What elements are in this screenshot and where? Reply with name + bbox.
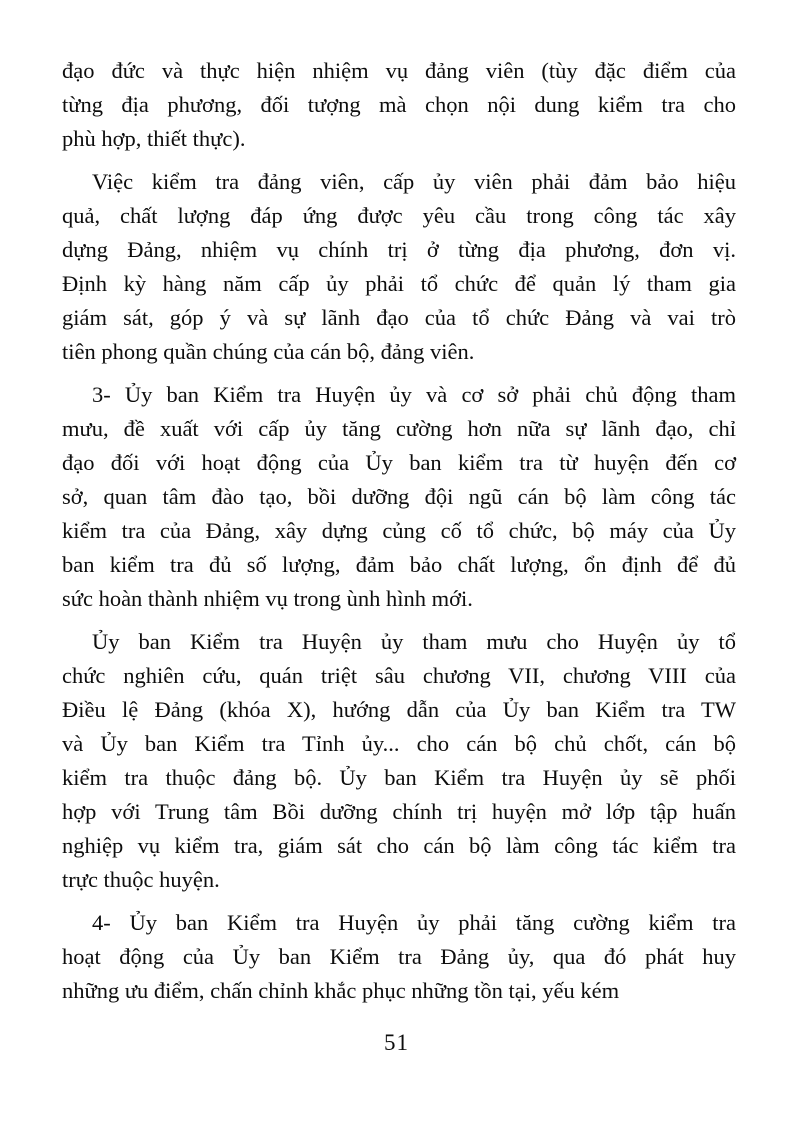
paragraph bbox=[62, 165, 736, 369]
text-line: và Ủy ban Kiểm tra Tỉnh ủy... cho cán bộ chủ chốt, cán bộ bbox=[62, 731, 736, 756]
text-line: trực thuộc huyện. bbox=[62, 867, 220, 892]
text-line: kiểm tra của Đảng, xây dựng củng cố tổ chức, bộ máy của Ủy bbox=[62, 518, 736, 543]
text-line: Ủy ban Kiểm tra Huyện ủy tham mưu cho Huyện ủy tổ bbox=[92, 629, 736, 654]
text-line: quả, chất lượng đáp ứng được yêu cầu trong công tác xây bbox=[62, 203, 736, 228]
text-line: Việc kiểm tra đảng viên, cấp ủy viên phải đảm bảo hiệu bbox=[92, 169, 736, 194]
text-line: dựng Đảng, nhiệm vụ chính trị ở từng địa phương, đơn vị. bbox=[62, 237, 736, 262]
text-line: ban kiểm tra đủ số lượng, đảm bảo chất lượng, ổn định để đủ bbox=[62, 552, 736, 577]
text-line: nghiệp vụ kiểm tra, giám sát cho cán bộ làm công tác kiểm tra bbox=[62, 833, 736, 858]
text-line: giám sát, góp ý và sự lãnh đạo của tổ chức Đảng và vai trò bbox=[62, 305, 736, 330]
text-line: Định kỳ hàng năm cấp ủy phải tổ chức để quản lý tham gia bbox=[62, 271, 736, 296]
text-line: hoạt động của Ủy ban Kiểm tra Đảng ủy, qua đó phát huy bbox=[62, 944, 736, 969]
text-line: 3- Ủy ban Kiểm tra Huyện ủy và cơ sở phải chủ động tham bbox=[92, 382, 736, 407]
text-line: phù hợp, thiết thực). bbox=[62, 126, 246, 151]
paragraph bbox=[62, 378, 736, 616]
page-number: 51 bbox=[384, 1030, 409, 1055]
text-line: Điều lệ Đảng (khóa X), hướng dẫn của Ủy ban Kiểm tra TW bbox=[62, 697, 736, 722]
text-block bbox=[62, 54, 736, 1017]
text-line: đạo đối với hoạt động của Ủy ban kiểm tra từ huyện đến cơ bbox=[62, 450, 736, 475]
text-line: 4- Ủy ban Kiểm tra Huyện ủy phải tăng cường kiểm tra bbox=[92, 910, 736, 935]
text-line: những ưu điểm, chấn chỉnh khắc phục những tồn tại, yếu kém bbox=[62, 978, 620, 1003]
paragraph bbox=[62, 54, 736, 156]
paragraph bbox=[62, 906, 736, 1008]
text-line: sức hoàn thành nhiệm vụ trong ùnh hình mới. bbox=[62, 586, 473, 611]
text-line: chức nghiên cứu, quán triệt sâu chương VII, chương VIII của bbox=[62, 663, 736, 688]
text-line: tiên phong quần chúng của cán bộ, đảng viên. bbox=[62, 339, 475, 364]
text-line: sở, quan tâm đào tạo, bồi dưỡng đội ngũ cán bộ làm công tác bbox=[62, 484, 736, 509]
text-line: hợp với Trung tâm Bồi dưỡng chính trị huyện mở lớp tập huấn bbox=[62, 799, 736, 824]
text-line: từng địa phương, đối tượng mà chọn nội dung kiểm tra cho bbox=[62, 92, 736, 117]
text-line: đạo đức và thực hiện nhiệm vụ đảng viên (tùy đặc điểm của bbox=[62, 58, 736, 83]
text-line: kiểm tra thuộc đảng bộ. Ủy ban Kiểm tra Huyện ủy sẽ phối bbox=[62, 765, 736, 790]
text-line: mưu, đề xuất với cấp ủy tăng cường hơn nữa sự lãnh đạo, chỉ bbox=[62, 416, 736, 441]
paragraph bbox=[62, 625, 736, 897]
